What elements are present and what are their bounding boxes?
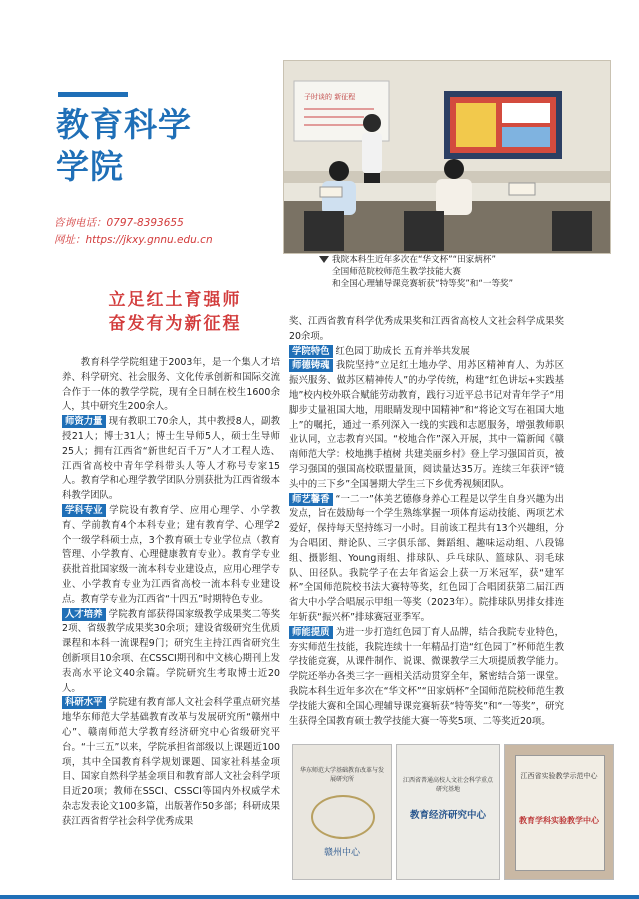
feature-paragraph xyxy=(289,345,564,360)
tag-research: 科研水平 xyxy=(62,696,106,709)
plaque-3-title: 教育学科实验教学中心 xyxy=(519,816,599,825)
skill-paragraph xyxy=(289,626,564,730)
plaque-2-title: 教育经济研究中心 xyxy=(409,810,486,821)
contact-info xyxy=(54,215,213,249)
left-column xyxy=(62,356,280,830)
plaque-1-subtitle: 华东师范大学基础教育改革与发展研究所 xyxy=(299,767,384,783)
caption-marker-icon xyxy=(319,256,329,263)
plaque-lab-center xyxy=(504,744,614,880)
contact-phone: 咨询电话：0797-8393655 xyxy=(54,217,184,229)
caption-line-2: 全国师范院校师范生教学技能大赛 xyxy=(332,267,461,277)
slogan-line-1: 立足红土育强师 xyxy=(108,290,242,310)
slogan-line-2: 奋发有为新征程 xyxy=(108,314,242,334)
research-paragraph xyxy=(62,696,280,829)
skill-text: 为进一步打造红色园丁育人品牌，结合我院专业特色，夯实师范生技能，我院连续十一年精品打造“红色园丁”杯师范生教学技能竞赛，从课件制作、说课、微课教学三大项提质教学能力。学院还举办各类三字一画相关活动贯穿全年，紧密结合第一课堂。我院本科生近年多次在“华文杯”“田家炳杯”全国师范院校师范生教学技能大赛和全国心理辅导课竞赛斩获“特等奖”和“一等奖”，研究生获得全国教育硕士教学技能大赛一等奖5项、二等奖近20项。 xyxy=(289,626,564,727)
intro-paragraph: 教育科学学院组建于2003年，是一个集人才培养、科学研究、社会服务、文化传承创新和国际交流合作于一体的教学学院，现有全日制在校生1600余人，其中研究生200余人。 xyxy=(62,357,280,413)
tag-feature: 学院特色 xyxy=(289,345,333,358)
board-text: 子时谈的 新征程 xyxy=(304,93,356,101)
moral-paragraph xyxy=(289,359,564,492)
title-line-1: 教育科学 xyxy=(56,105,192,144)
page-title xyxy=(56,104,276,188)
plaque-2-subtitle: 江西省普通高校人文社会科学重点研究基地 xyxy=(403,777,494,793)
right-column xyxy=(289,315,564,729)
photo-caption xyxy=(319,254,619,290)
classroom-photo xyxy=(283,60,611,254)
research-text: 学院建有教育部人文社会科学重点研究基地华东师范大学基础教育改革与发展研究所“赣州中心”、赣南师范大学教育经济研究中心省级研究平台。“十三五”以来，学院承担省部级以上课题近100项，其中全国教育科学规划课题、国家社科基金项目、国家自然科学基金项目和教育部人文社会科学项目近20项；教师在SSCI、CSSCI等国内外权威学术杂志发表论文100多篇，出版著作50多部；科研成果获江西省哲学社会科学优秀成果 xyxy=(62,697,280,827)
moral-text: 我院坚持“立足红土地办学、用苏区精神育人、为苏区振兴服务、做苏区精神传人”的办学传统，构建“红色讲坛+实践基地”校内校外联合赋能劳动教育，践行习近平总书记对青年学子“用脚步丈量祖国大地，用眼睛发现中国精神”和“将论文写在祖国大地上”的嘱托，通过一系列深入一线的实践和志愿服务，增强教师职业认同，立志教育兴国。“校地合作”深入开展，其中一篇新闻《赣南师范大学：校地携手植树 共建美丽乡村》登上学习强国首页，被学习强国的强国高校联盟量顶，阅读量达35万。连续三年获评“镜头中的三下乡”全国暑期大学生三下乡优秀视频团队。 xyxy=(289,360,564,490)
title-line-2: 学院 xyxy=(56,147,124,186)
plaque-3-subtitle: 江西省实验教学示范中心 xyxy=(520,772,598,780)
plaque-1-title: 赣州中心 xyxy=(323,848,360,858)
continued-paragraph: 奖、江西省教育科学优秀成果奖和江西省高校人文社会科学成果奖20余项。 xyxy=(289,316,564,342)
art-paragraph xyxy=(289,493,564,626)
tag-moral: 师德铸魂 xyxy=(289,359,333,372)
talent-text: 学院教育部获得国家级教学成果奖二等奖2项、省级教学成果奖30余项；建设省级研究生优质课程和本科一流课程9门；研究生主持江西省研究生创新项目10余项、在CSSCI期刊和中文核心期刊上发表高水平论文40余篇。学院研究生考取博士近20人。 xyxy=(62,608,280,694)
talent-paragraph xyxy=(62,608,280,697)
tag-major: 学科专业 xyxy=(62,504,106,517)
plaque-economics-center xyxy=(396,744,500,880)
slogan xyxy=(80,288,270,336)
classroom-illustration xyxy=(284,61,610,253)
art-text: “一二一”体美艺德修身养心工程是以学生自身兴趣为出发点，旨在鼓励每一个学生熟练掌握一项体育运动技能、两项艺术爱好，保持每天坚持练习一小时。目前该工程共有13个兴趣组，分为合唱团、辩论队、三字俱乐部、舞蹈组、趣味运动组、八段锦组、摄影组、Young雨组、排球队、乒乓球队、篮球队、羽毛球队、田径队。我院学子在去年省运会上获一万米冠军，获“建军杯”全国师范院校书法大赛特等奖，红色园丁合唱团获第二届江西省大中小学合唱展示甲组一等奖（2023年）。院排球队男排女排连年斩获“振兴杯”排球赛冠亚季军。 xyxy=(289,493,564,623)
major-text: 学院设有教育学、应用心理学、小学教育、学前教育4个本科专业；建有教育学、心理学2个一级学科硕士点，3个教育硕士专业学位点（教育管理、小学教育、心理健康教育专业）。教育学专业获批首批国家级一流本科专业建设点，应用心理学专业、小学教育专业为江西省高校一流本科专业建设点。教育学专业为江西省“十四五”时期特色专业。 xyxy=(62,504,280,605)
contact-website[interactable]: 网址：https://jkxy.gnnu.edu.cn xyxy=(54,234,213,246)
header-accent-bar xyxy=(58,92,128,97)
footer-accent-bar xyxy=(0,895,639,899)
tag-talent: 人才培养 xyxy=(62,608,106,621)
tag-faculty: 师资力量 xyxy=(62,415,106,428)
plaques-row xyxy=(292,744,614,878)
faculty-paragraph xyxy=(62,415,280,504)
major-paragraph xyxy=(62,504,280,608)
tag-art: 师艺馨香 xyxy=(289,493,333,506)
faculty-text: 现有教职工70余人，其中教授8人，副教授21人；博士31人；博士生导师5人，硕士生导师25人；拥有江西省“新世纪百千万”人才工程人选、江西省高校中青年学科带头人等人才称号专家15人。教育学和心理学教学团队分别获批为江西省级本科教学团队。 xyxy=(62,416,280,502)
caption-line-1: 我院本科生近年多次在“华文杯”“田家炳杯” xyxy=(332,255,496,265)
seal-icon xyxy=(311,795,375,839)
tag-skill: 师能提质 xyxy=(289,626,333,639)
feature-heading: 红色园丁助成长 五育并举共发展 xyxy=(335,345,470,357)
plaque-ganzhou-center xyxy=(292,744,392,880)
caption-line-3: 和全国心理辅导课竞赛斩获“特等奖”和“一等奖” xyxy=(332,279,514,289)
